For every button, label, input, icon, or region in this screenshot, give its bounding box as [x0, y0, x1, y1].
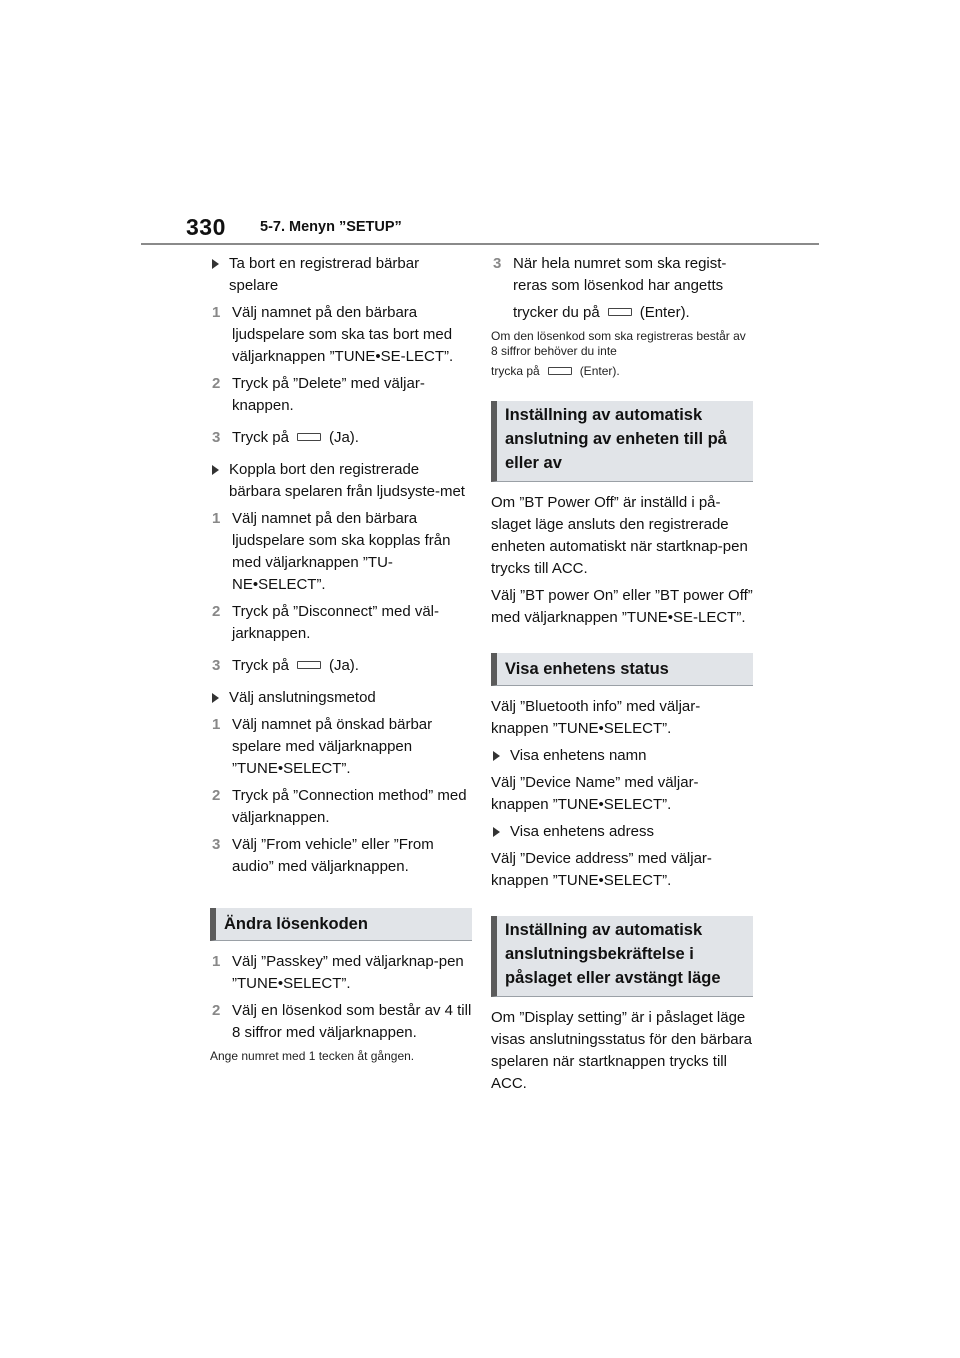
page-number: 330 — [186, 214, 226, 240]
step-item: 2 Välj en lösenkod som består av 4 till 8 siffror med väljarknappen. — [212, 1002, 472, 1041]
step-item: 3 Tryck på (Ja). — [212, 429, 359, 446]
step-item: 1 Välj ”Passkey” med väljarknap-pen ”TUNE•SELECT”. — [212, 953, 464, 992]
step-item: 1 Välj namnet på önskad bärbar spelare med väljarknappen ”TUNE•SELECT”. — [212, 716, 433, 777]
paragraph: Välj ”BT power On” eller ”BT power Off” med väljarknappen ”TUNE•SE-LECT”. — [491, 587, 753, 626]
step-item: 1 Välj namnet på den bärbara ljudspelare som ska kopplas från med väljarknappen ”TU-NE•SELECT”. — [212, 510, 451, 593]
section-title: 5-7. Menyn ”SETUP” — [260, 219, 402, 235]
step-item: 2 Tryck på ”Delete” med väljar-knappen. — [212, 375, 425, 414]
key-button-icon — [608, 308, 632, 316]
note-text: trycka på (Enter). — [491, 364, 620, 378]
note-text: Om den lösenkod som ska registreras består av 8 siffror behöver du inte — [491, 329, 746, 358]
header-divider — [141, 243, 819, 245]
paragraph: Välj ”Device address” med väljar-knappen ”TUNE•SELECT”. — [491, 850, 712, 889]
triangle-bullet-icon — [493, 827, 500, 837]
bullet-item: Koppla bort den registrerade bärbara spelaren från ljudsyste-met — [210, 459, 472, 503]
key-button-icon — [297, 433, 321, 441]
section-heading-box: Inställning av automatisk anslutningsbekräftelse i påslaget eller avstängt läge — [491, 916, 753, 997]
section-heading-box: Visa enhetens status — [491, 653, 753, 686]
paragraph: Välj ”Device Name” med väljar-knappen ”TUNE•SELECT”. — [491, 774, 699, 813]
page-header — [0, 0, 960, 250]
key-button-icon — [297, 661, 321, 669]
step-item: 3 Tryck på (Ja). — [212, 657, 359, 674]
section-heading-box: Inställning av automatisk anslutning av enheten till på eller av — [491, 401, 753, 482]
step-item: 3 Välj ”From vehicle” eller ”From audio” med väljarknappen. — [212, 836, 434, 875]
paragraph: Om ”Display setting” är i påslaget läge visas anslutningsstatus för den bärbara spelaren när startknappen trycks till ACC. — [491, 1009, 752, 1092]
triangle-bullet-icon — [212, 259, 219, 269]
step-item: 3 När hela numret som ska regist-reras som lösenkod har angetts — [493, 255, 727, 294]
step-item-continued: trycker du på (Enter). — [513, 304, 690, 321]
bullet-item: Ta bort en registrerad bärbar spelare — [210, 253, 472, 297]
step-item: 2 Tryck på ”Disconnect” med väl-jarknappen. — [212, 603, 439, 642]
paragraph: Om ”BT Power Off” är inställd i på-slaget läge ansluts den registrerade enheten automatiskt när startknap-pen trycks till ACC. — [491, 494, 748, 577]
right-column — [491, 253, 753, 1095]
key-button-icon — [548, 367, 572, 375]
left-column — [210, 253, 472, 1064]
triangle-bullet-icon — [212, 693, 219, 703]
bullet-item: Välj anslutningsmetod — [210, 687, 472, 709]
step-item: 1 Välj namnet på den bärbara ljudspelare som ska tas bort med väljarknappen ”TUNE•SE-LECT”. — [212, 304, 454, 365]
bullet-item: Visa enhetens namn — [491, 745, 753, 767]
note-text: Ange numret med 1 tecken åt gången. — [210, 1049, 415, 1063]
triangle-bullet-icon — [493, 751, 500, 761]
triangle-bullet-icon — [212, 465, 219, 475]
section-heading-box: Ändra lösenkoden — [210, 908, 472, 941]
bullet-item: Visa enhetens adress — [491, 821, 753, 843]
paragraph: Välj ”Bluetooth info” med väljar-knappen ”TUNE•SELECT”. — [491, 698, 701, 737]
step-item: 2 Tryck på ”Connection method” med väljarknappen. — [212, 787, 467, 826]
